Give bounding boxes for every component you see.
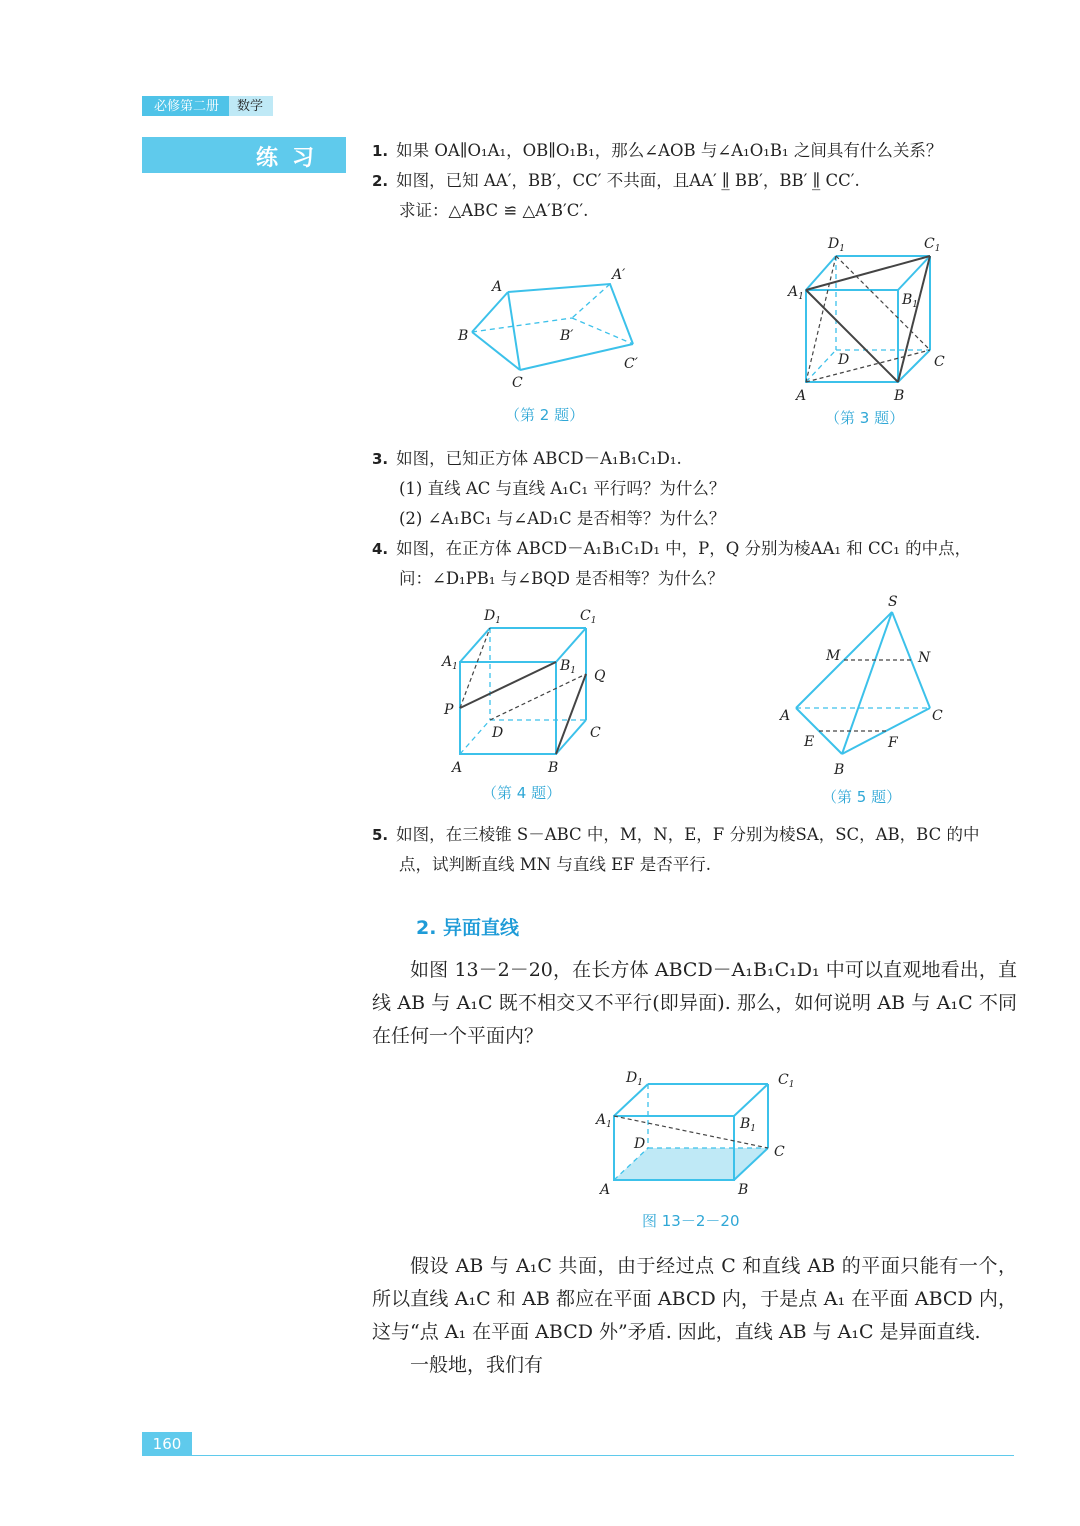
fig20-label-A: A	[600, 1182, 611, 1198]
figure-5	[796, 612, 930, 754]
fig20-label-C: C	[774, 1144, 785, 1160]
subject-label: 数学	[229, 96, 273, 116]
fig4-label-A: A	[452, 760, 463, 776]
body-paragraph-1	[372, 954, 1017, 1053]
fig5-label-A: A	[780, 708, 791, 724]
fig20-label-D: D	[634, 1136, 646, 1152]
page-number: 160	[142, 1432, 192, 1456]
section-heading: 2. 异面直线	[416, 917, 520, 939]
fig5-label-N: N	[918, 650, 931, 666]
footer-rule	[192, 1455, 1014, 1456]
exercise-text: 如图，在正方体 ABCD－A₁B₁C₁D₁ 中，P，Q 分别为棱AA₁ 和 CC₁ 的中点，	[396, 539, 972, 558]
practice-banner	[142, 137, 346, 173]
fig5-label-B: B	[834, 762, 845, 778]
exercise-subtext: 问：∠D₁PB₁ 与∠BQD 是否相等？为什么？	[399, 569, 724, 588]
fig2-caption: （第 2 题）	[505, 406, 585, 424]
fig3-caption: （第 3 题）	[825, 409, 905, 427]
exercise-subtext: (2) ∠A₁BC₁ 与∠AD₁C 是否相等？为什么？	[399, 509, 726, 528]
fig4-label-D1: $D_1$	[484, 608, 501, 626]
book-header	[142, 96, 273, 116]
fig4-label-Q: Q	[594, 668, 606, 684]
fig3-label-C: C	[934, 354, 945, 370]
fig5-label-S: S	[888, 594, 898, 610]
exercise-text: 如图，已知 AA′，BB′，CC′ 不共面，且AA′ ∥̲ BB′，BB′ ∥̲ CC′.	[396, 171, 860, 190]
fig5-label-M: M	[826, 648, 841, 664]
fig5-caption: （第 5 题）	[822, 788, 902, 806]
exercise-subtext: (1) 直线 AC 与直线 A₁C₁ 平行吗？为什么？	[399, 479, 726, 498]
fig2-label-B: B	[458, 328, 469, 344]
figure-3	[806, 256, 930, 382]
fig3-label-A: A	[796, 388, 807, 404]
fig3-label-B1: $B_1$	[902, 292, 919, 310]
fig2-label-A-prime: A′	[612, 267, 626, 283]
exercise-4	[372, 534, 1022, 594]
fig4-caption: （第 4 题）	[482, 784, 562, 802]
fig2-label-A: A	[492, 279, 503, 295]
figure-13-2-20	[580, 1064, 810, 1234]
exercise-number: 2.	[372, 172, 389, 190]
fig3-label-C1: $C_1$	[924, 236, 941, 254]
exercise-5	[372, 820, 1022, 880]
paragraph-text: 如图 13－2－20，在长方体 ABCD－A₁B₁C₁D₁ 中可以直观地看出，直线 AB 与 A₁C 既不相交又不平行(即异面). 那么，如何说明 AB 与 A₁C 不同在任何一个平面内？	[372, 959, 1017, 1047]
exercise-number: 1.	[372, 142, 389, 160]
exercise-text: 如果 OA∥O₁A₁，OB∥O₁B₁，那么∠AOB 与∠A₁O₁B₁ 之间具有什么关系？	[396, 141, 943, 160]
fig4-label-P: P	[444, 702, 454, 718]
exercise-2	[372, 166, 1022, 226]
fig2-label-B-prime: B′	[560, 328, 574, 344]
exercise-number: 4.	[372, 540, 389, 558]
paragraph-text: 一般地，我们有	[410, 1354, 544, 1376]
fig5-label-F: F	[888, 735, 898, 751]
exercise-text: 如图，在三棱锥 S－ABC 中，M，N，E，F 分别为棱SA，SC，AB，BC 的中	[396, 825, 980, 844]
practice-title: 练习	[255, 146, 328, 171]
figures-4-5	[430, 592, 990, 812]
figure-4	[460, 628, 586, 754]
exercise-text: 如图，已知正方体 ABCD－A₁B₁C₁D₁.	[396, 449, 682, 468]
exercise-subtext: 求证：△ABC ≌ △A′B′C′.	[399, 201, 589, 220]
fig5-label-E: E	[804, 734, 815, 750]
body-paragraph-2	[372, 1250, 1017, 1382]
fig3-label-A1: $A_1$	[788, 284, 804, 302]
fig20-label-C1: $C_1$	[778, 1072, 795, 1090]
exercise-number: 3.	[372, 450, 389, 468]
fig4-label-C: C	[590, 725, 601, 741]
figures-2-3	[440, 232, 1030, 432]
fig3-label-D1: $D_1$	[828, 236, 845, 254]
fig20-caption: 图 13－2－20	[642, 1212, 740, 1230]
fig20-label-D1: $D_1$	[626, 1070, 643, 1088]
fig20-label-B: B	[738, 1182, 749, 1198]
figure-2	[472, 284, 633, 370]
fig20-label-B1: $B_1$	[740, 1116, 757, 1134]
exercise-subtext: 点，试判断直线 MN 与直线 EF 是否平行.	[399, 855, 712, 874]
fig2-label-C: C	[512, 375, 523, 391]
exercise-3	[372, 444, 1022, 534]
fig3-label-B: B	[894, 388, 905, 404]
fig20-label-A1: $A_1$	[596, 1112, 612, 1130]
book-label: 必修第二册	[142, 96, 229, 116]
fig4-label-D: D	[492, 725, 504, 741]
fig4-label-C1: $C_1$	[580, 608, 597, 626]
exercise-number: 5.	[372, 826, 389, 844]
exercise-1	[372, 136, 1022, 166]
fig3-label-D: D	[838, 352, 850, 368]
fig5-label-C: C	[932, 708, 943, 724]
fig2-label-C-prime: C′	[624, 356, 638, 372]
fig4-label-A1: $A_1$	[442, 654, 458, 672]
fig4-label-B: B	[548, 760, 559, 776]
paragraph-text: 假设 AB 与 A₁C 共面，由于经过点 C 和直线 AB 的平面只能有一个，所以直线 A₁C 和 AB 都应在平面 ABCD 内，于是点 A₁ 在平面 ABCD 内，这与“点 A₁ 在平面 ABCD 外”矛盾. 因此，直线 AB 与 A₁C 是异面直线.	[372, 1255, 1017, 1343]
fig4-label-B1: $B_1$	[560, 658, 577, 676]
